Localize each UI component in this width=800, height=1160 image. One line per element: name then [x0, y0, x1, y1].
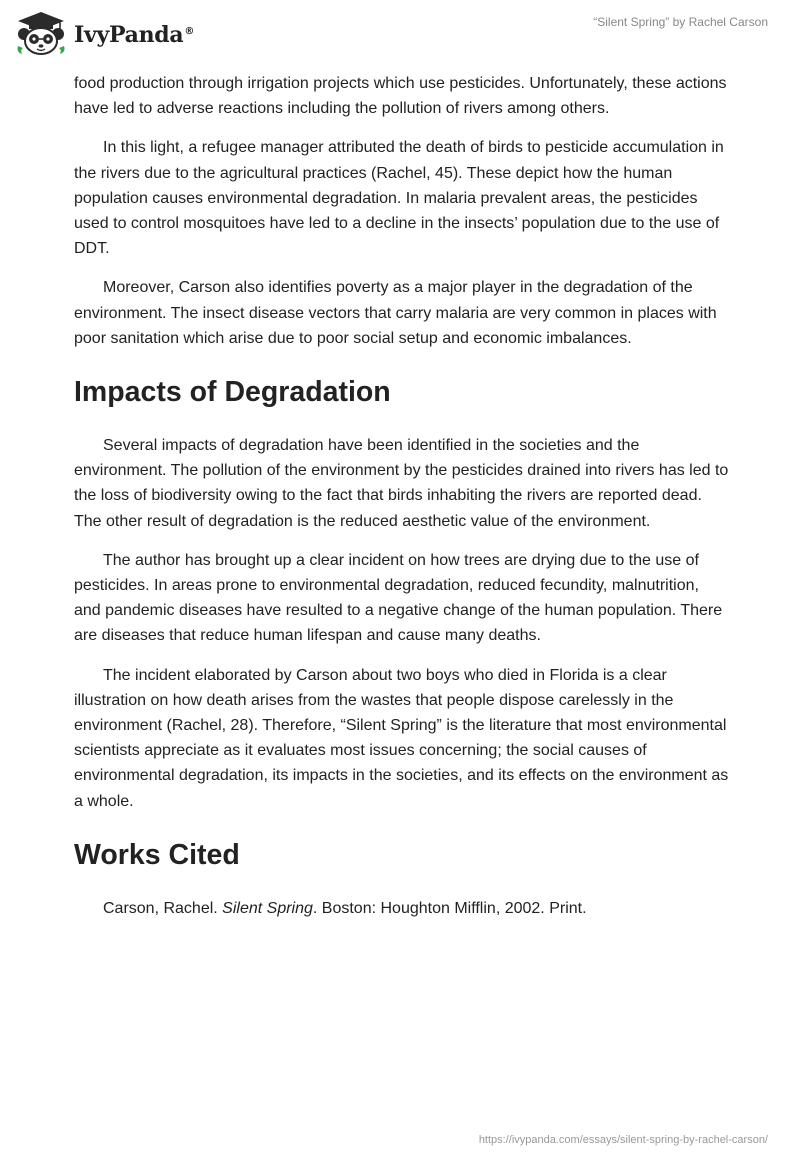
citation-publication: . Boston: Houghton Mifflin, 2002. Print. — [312, 899, 587, 917]
ivypanda-logo[interactable] — [14, 10, 194, 56]
running-title: “Silent Spring” by Rachel Carson — [593, 15, 768, 29]
paragraph: The incident elaborated by Carson about two boys who died in Florida is a clear illustration on how death arises from the wastes that people dispose carelessly in the environment (Rachel, 28). Therefore, “Silent Spring” is the literature that most environmental scientists appreciate as it evaluates most issues concerning; the social causes of environmental degradation, its impacts in the societies, and its effects on the environment as a whole. — [74, 666, 729, 810]
essay-content — [74, 71, 730, 921]
citation-title: Silent Spring — [222, 899, 313, 917]
paragraph: In this light, a refugee manager attributed the death of birds to pesticide accumulation in the rivers due to the agricultural practices (Rachel, 45). These depict how the human population causes environmental degradation. In malaria prevalent areas, the pesticides used to control mosquitoes have led to a decline in the insects’ population due to the use of DDT. — [74, 139, 724, 258]
source-url[interactable]: https://ivypanda.com/essays/silent-spring-by-rachel-carson/ — [478, 1134, 768, 1146]
panda-graduate-icon — [14, 10, 68, 56]
paragraph: The author has brought up a clear incident on how trees are drying due to the use of pesticides. In areas prone to environmental degradation, reduced fecundity, malnutrition, and pandemic diseases have resulted to a negative change of the human population. There are diseases that reduce human lifespan and cause many deaths. — [74, 551, 723, 645]
citation-author: Carson, Rachel. — [103, 899, 223, 917]
citation-entry — [74, 896, 730, 921]
paragraph: Several impacts of degradation have been identified in the societies and the environment. The pollution of the environment by the pesticides drained into rivers has led to the loss of biodiversity owing to the fact that birds inhabiting the rivers are reported dead. The other result of degradation is the reduced aesthetic value of the environment. — [74, 437, 729, 530]
brand-name: IvyPanda® — [74, 22, 195, 48]
paragraph: Moreover, Carson also identifies poverty as a major player in the degradation of the environment. The insect disease vectors that carry malaria are very common in places with poor sanitation which arise due to poor social setup and economic imbalances. — [74, 279, 717, 347]
paragraph: food production through irrigation projects which use pesticides. Unfortunately, these actions have led to adverse reactions including the pollution of rivers among others. — [74, 75, 727, 118]
registered-mark: ® — [184, 25, 195, 37]
section-heading-works-cited: Works Cited — [74, 838, 240, 871]
section-heading-impacts: Impacts of Degradation — [74, 376, 391, 409]
page-header — [0, 0, 800, 62]
